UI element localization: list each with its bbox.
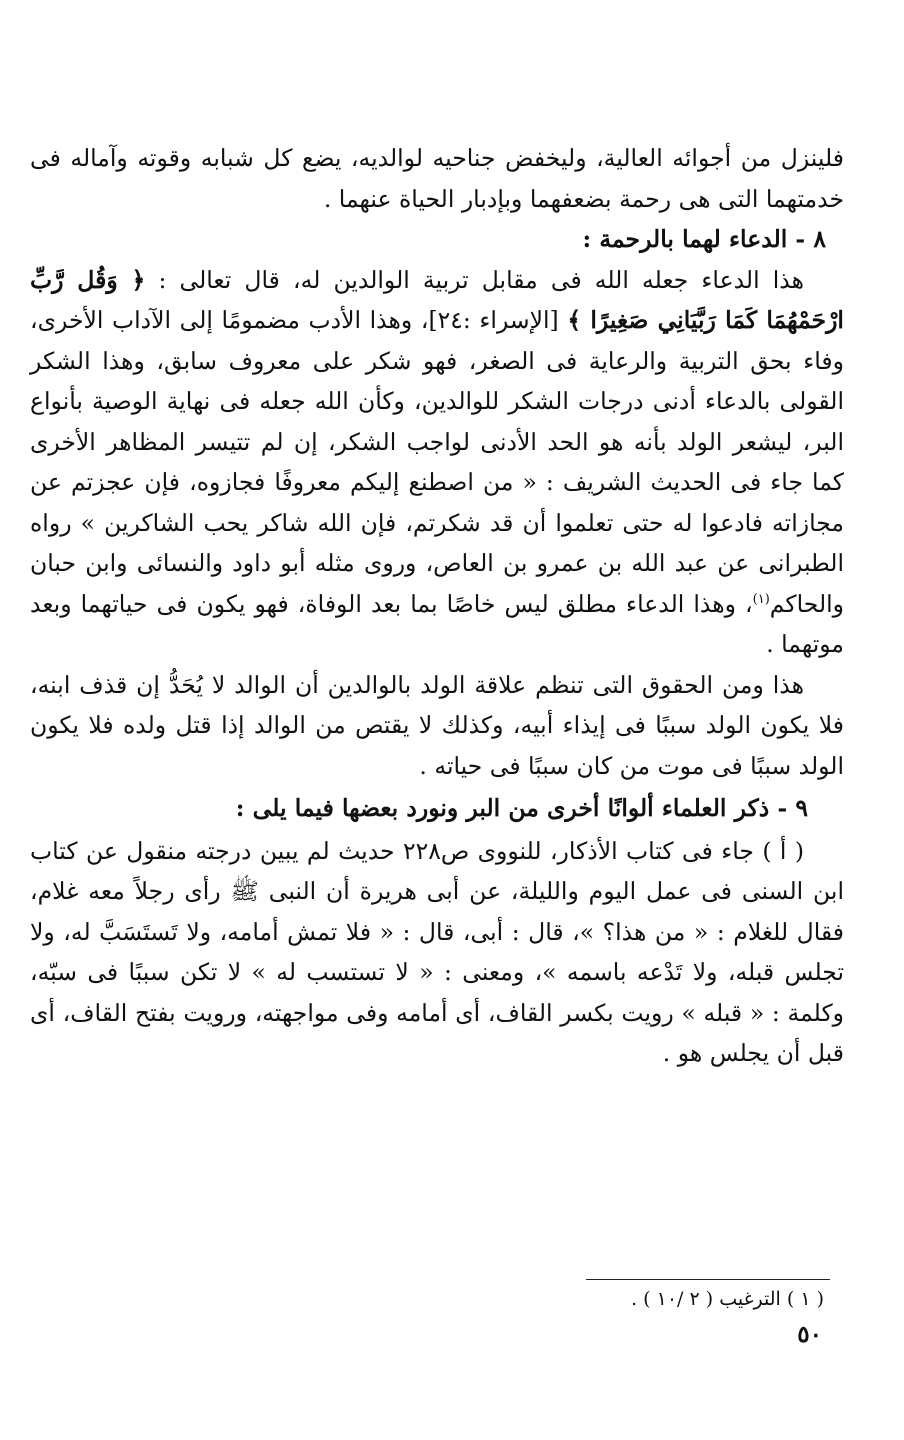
- paragraph-dua-tail: ، وهذا الدعاء مطلق ليس خاصًا بما بعد الوفاة، فهو يكون فى حياتهما وبعد موتهما .: [30, 589, 844, 658]
- paragraph-continuation: فلينزل من أجوائه العالية، وليخفض جناحيه لوالديه، يضع كل شبابه وقوته وآماله فى خدمتهما التى هى رحمة بضعفهما وبإدبار الحياة عنهما .: [30, 144, 844, 213]
- paragraph-rights: هذا ومن الحقوق التى تنظم علاقة الولد بالوالدين أن الوالد لا يُحَدُّ إن قذف ابنه، فلا يكون الولد سببًا فى إيذاء أبيه، وكذلك لا يقتص من الوالد إذا قتل ولده فلا يكون الولد سببًا فى موت من كان سببًا فى حياته .: [30, 670, 844, 780]
- footnote: ( ١ ) الترغيب ( ٢ /١٠ ) .: [631, 1288, 824, 1310]
- paragraph-dua-intro: هذا الدعاء جعله الله فى مقابل تربية الوالدين له، قال تعالى :: [158, 265, 805, 294]
- paragraph-dua: [30, 260, 844, 665]
- page-body: [30, 138, 844, 1074]
- section-heading-9: ٩ - ذكر العلماء ألوانًا أخرى من البر ونورد بعضها فيما يلى :: [235, 794, 808, 822]
- footnote-reference: (١): [752, 591, 770, 607]
- quran-verse: ﴿ وَقُل رَّبِّ ارْحَمْهُمَا كَمَا رَبَّيَانِي صَغِيرًا ﴾: [30, 265, 844, 334]
- paragraph-hadith: ( أ ) جاء فى كتاب الأذكار، للنووى ص٢٢٨ حديث لم يبين درجته منقول عن كتاب ابن السنى فى عمل اليوم والليلة، عن أبى هريرة أن النبى ﷺ رأى رجلاً معه غلام، فقال للغلام : « من هذا؟ »، قال : أبى، قال : « فلا تمش أمامه، ولا تَستَسَبَّ له، ولا تجلس قبله، ولا تَدْعه باسمه »، ومعنى : « لا تستسب له » لا تكن سببًا فى سبّه، وكلمة : « قبله » رويت بكسر القاف، أى أمامه وفى مواجهته، ورويت بفتح القاف، أى قبل أن يجلس هو .: [30, 836, 845, 1067]
- paragraph-dua-body: وهذا الأدب مضمومًا إلى الآداب الأخرى، وفاء بحق التربية والرعاية فى الصغر، فهو شكر على معروف سابق، وهذا الشكر القولى بالدعاء أدنى درجات الشكر للوالدين، وكأن الله جعله فى نهاية الوصية بأنواع البر، ليشعر الولد بأنه هو الحد الأدنى لواجب الشكر، إن لم تتيسر المظاهر الأخرى كما جاء فى الحديث الشريف : « من اصطنع إليكم معروفًا فجازوه، فإن عجزتم عن مجازاته فادعوا له حتى تعلموا أن قد شكرتم، فإن الله شاكر يحب الشاكرين » رواه الطبرانى عن عبد الله بن عمرو بن العاص، وروى مثله أبو داود والنسائى وابن حبان والحاكم: [30, 306, 844, 618]
- verse-citation: [الإسراء :٢٤]،: [420, 306, 559, 334]
- section-heading-8: ٨ - الدعاء لهما بالرحمة :: [582, 225, 826, 253]
- footnote-separator: [586, 1279, 830, 1280]
- page-number: ٥٠: [797, 1321, 822, 1348]
